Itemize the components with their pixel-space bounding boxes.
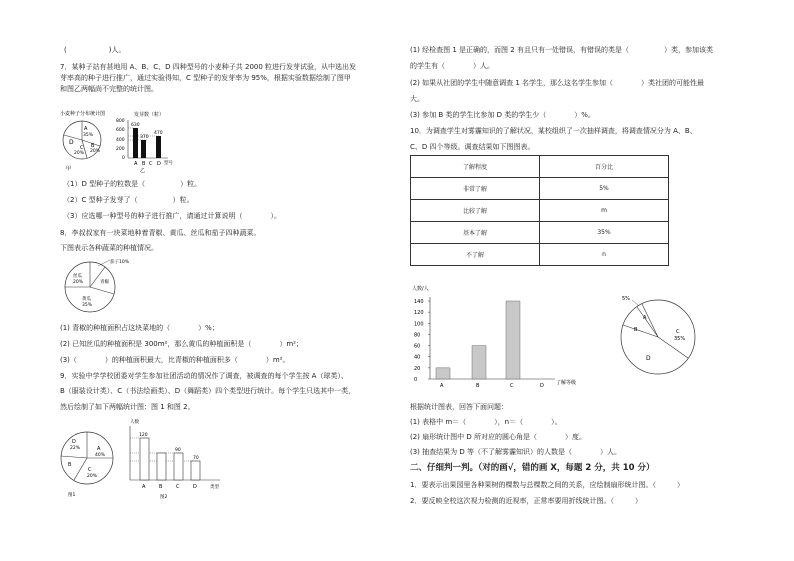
q9-text-2: B（服装设计类）、C（书法绘画类）、D（舞蹈类）四个类型进行统计。每个学生只选其中一类， [60, 387, 356, 395]
q9-bar-c [174, 453, 183, 480]
q10-y-tick-label: 20 [414, 365, 421, 372]
q9-sub-1-line2: 的学生有（ ）人。 [410, 62, 494, 70]
q7-y-tick-600: 600 [116, 128, 125, 133]
q7-bar-d [156, 136, 161, 158]
q7-pie-label-a: A [84, 126, 88, 132]
q8-sub-2: (2) 已知丝瓜的种植面积是 300m²，那么黄瓜的种植面积是（ ）m²； [60, 340, 303, 348]
answer-line: ( )人。 [64, 46, 126, 54]
q10-y-tick-label: 80 [414, 332, 421, 339]
q10-sub-2: (2) 扇形统计图中 D 所对应的圆心角是（ ）度。 [410, 433, 586, 441]
q8-text-2: 下图表示各种蔬菜的种植情况。 [60, 244, 158, 252]
q7-x-label-c: C [149, 161, 153, 167]
q7-bar-title: 发芽数（粒） [134, 112, 165, 118]
q10-text-1: 10．为调查学生对雾霾知识的了解状况，某校组织了一次抽样调查，将调查情况分为 A、B、 [410, 127, 697, 135]
q10-ask: 根据统计图表，回答下面问题： [410, 403, 508, 411]
q10-pie-label-c: C [676, 329, 680, 335]
q10-bars [436, 301, 520, 379]
q9-pie-chart [61, 432, 113, 498]
q10-y-ticks [414, 299, 430, 383]
q9-pie-pct-a: 40% [95, 453, 106, 458]
q9-x-label-a: A [142, 484, 146, 490]
q7-pie-title: 小麦种子分布统计图 [60, 111, 106, 117]
q7-pie-pct-c: 20% [74, 151, 85, 156]
q7-pie-label-b: B [91, 143, 95, 149]
q9-sub-2-line1: (2) 如果从社团的学生中随意调查 1 名学生，那么这名学生参加（ ）类社团的可能性最 [410, 79, 705, 87]
q7-x-axis-title: 型号 [164, 161, 173, 166]
q10-pie-label-b: B [634, 327, 638, 333]
q10-y-tick-label: 100 [414, 321, 424, 328]
q7-y-tick-0: 0 [122, 156, 125, 161]
awareness-table [410, 155, 669, 266]
q10-axes [430, 297, 555, 379]
q7-x-label-d: D [157, 161, 161, 167]
q7-pie-pct-b: 20% [90, 149, 101, 154]
q9-x-label-b: B [159, 484, 163, 490]
q10-y-tick-label: 40 [414, 354, 421, 361]
q9-bar-value-70: 70 [193, 456, 199, 461]
q9-charts [60, 416, 280, 502]
q9-bar-value-120: 120 [139, 433, 148, 438]
q10-y-axis-title: 人数/人 [412, 286, 429, 292]
q9-text-3: 然后绘制了如下两幅统计图：图 1 和图 2。 [60, 403, 195, 411]
q10-y-tick-label: 120 [414, 310, 424, 317]
q9-pie-label-b: B [68, 462, 72, 468]
q7-y-tick-800: 800 [116, 119, 125, 124]
q10-y-tick-label: 60 [414, 343, 421, 350]
q7-text-1: 7．某种子站有甚地用 A、B、C、D 四种型号的小麦种子共 2000 粒进行发芽试验，从中选出发 [60, 63, 357, 71]
table-cell: 基本了解 [411, 222, 540, 244]
q9-text-1: 9．实验中学学校团委对学生参加社团活动的情况作了调查，被调查的每个学生按 A（球类）、 [60, 372, 348, 380]
q7-sub-1: （1）D 型种子的粒数是（ ）粒。 [63, 180, 202, 188]
q7-bar-chart [116, 111, 173, 174]
judge-1: 1．要表示出果园里各种果树的棵数与总棵数之间的关系，应绘制扇形统计图。（ ） [410, 481, 684, 489]
table-row [411, 200, 669, 222]
table-cell: m [540, 200, 669, 222]
q7-pie-label-c: C [80, 145, 84, 151]
q9-sub-1-line1: (1) 经检查图 1 是正确的，而图 2 有且只有一处错误，有错误的类是（ ）类，参加该类 [410, 46, 713, 54]
q9-bar-a [140, 438, 149, 480]
q9-pie-pct-d: 22% [70, 446, 81, 451]
q9-y-axis-title: 人数 [130, 420, 139, 425]
q8-label-eggplant: 茄子10% [110, 260, 130, 265]
q7-charts [60, 108, 220, 178]
q10-x-label-b: B [476, 383, 480, 389]
q10-sub-1: (1) 表格中 m＝（ ），n＝（ ）。 [410, 418, 562, 426]
q10-bar-a [436, 368, 450, 379]
q10-pie-label-a: A [643, 315, 647, 321]
q9-bar-value-90: 90 [175, 448, 181, 453]
q7-pie-label-d: D [69, 139, 74, 146]
table-cell: 非常了解 [411, 178, 540, 200]
q10-x-label-c: C [510, 383, 514, 389]
table-cell: 不了解 [411, 244, 540, 266]
q10-bar-b [472, 346, 486, 379]
q9-pie-caption: 图1 [68, 493, 76, 498]
q9-pie-pct-c: 20% [87, 474, 98, 479]
judge-2: 2．要反映全校这次视力检测的近视率，正常率要用折线统计图。（ ） [410, 497, 642, 505]
q7-bar-b [141, 140, 146, 158]
q9-pie-label-d: D [72, 439, 76, 445]
q10-pie-pct-c: 35% [674, 336, 686, 342]
q9-bar-b [157, 453, 166, 480]
q8-sub-1: (1) 青椒的种植面积占这块菜地的（ ）%； [60, 324, 219, 332]
q10-pie-pct-a: 5% [622, 296, 630, 302]
table-header-row [411, 156, 669, 178]
q7-sub-3: （3）应选哪一种型号的种子进行推广，请通过计算说明（ ）。 [63, 212, 281, 220]
q10-pie-label-d: D [646, 355, 651, 362]
q9-bar-caption: 图2 [160, 495, 168, 500]
q7-sub-2: （2）C 型种子发芽了（ ）粒。 [63, 196, 194, 204]
q10-sub-3: (3) 抽查结果为 D 等（不了解雾霾知识）的人数是（ ）人。 [410, 448, 621, 456]
q9-bar-chart [130, 418, 220, 500]
q9-pie-label-c: C [88, 467, 92, 473]
q10-bar-c [506, 301, 520, 379]
q7-bar-value-370: 370 [140, 135, 149, 140]
table-cell: 35% [540, 222, 669, 244]
table-header-cell: 百分比 [540, 156, 669, 178]
table-header-cell: 了解程度 [411, 156, 540, 178]
q10-text-2: C、D 四个等级。调查结果如下图图表。 [410, 143, 535, 151]
q7-x-label-a: A [134, 161, 138, 167]
q9-x-label-c: C [176, 484, 180, 490]
q8-pie-chart [60, 256, 170, 318]
q7-y-tick-200: 200 [116, 147, 125, 152]
q7-bar-caption: 乙 [140, 168, 146, 174]
q10-bar-chart [410, 283, 590, 393]
q10-x-label-a: A [440, 383, 444, 389]
q7-bar-value-470: 470 [154, 131, 163, 136]
q10-x-label-d: D [540, 383, 544, 389]
table-cell: 5% [540, 178, 669, 200]
table-cell: 比较了解 [411, 200, 540, 222]
section-2-title: 二、仔细判一判。（对的画√，错的画 X，每题 2 分，共 10 分） [410, 463, 655, 473]
q8-sub-3: (3)（ ）的种植面积最大，比青椒的种植面积多（ ）m²。 [60, 356, 290, 364]
q10-pie-chart [610, 290, 710, 380]
q8-pct-cucumber: 35% [82, 303, 93, 308]
q9-sub-2-line2: 大。 [410, 95, 424, 103]
q9-x-axis-title: 类型 [210, 485, 219, 490]
q7-x-label-b: B [142, 161, 146, 167]
table-row [411, 222, 669, 244]
q7-pie-pct-a: 35% [83, 133, 94, 138]
q8-pct-loofah: 20% [73, 280, 84, 285]
q10-y-tick-label: 140 [414, 299, 424, 305]
q10-x-axis-title: 了解等级 [556, 380, 577, 386]
table-row [411, 244, 669, 266]
q9-bar-d [191, 461, 200, 480]
table-cell: n [540, 244, 669, 266]
q7-bar-value-630: 630 [131, 123, 140, 128]
q7-pie-caption: 甲 [66, 166, 72, 172]
q8-label-loofah: 丝瓜 [73, 274, 82, 279]
q8-label-pepper: 青椒 [100, 280, 109, 285]
q7-y-tick-400: 400 [116, 138, 125, 143]
q9-x-label-d: D [193, 484, 197, 490]
q7-text-3: 和图乙两幅尚不完整的统计图。 [60, 85, 158, 93]
q7-bar-a [133, 128, 138, 158]
q9-sub-3: (3) 参加 B 类的学生比参加 D 类的学生少（ ）%。 [410, 111, 595, 119]
q9-pie-label-a: A [97, 446, 101, 452]
q7-text-2: 芽率高的种子进行推广，通过实验得知，C 型种子的发芽率为 95%，根据实验数据绘制了图甲 [60, 74, 351, 82]
q7-pie-chart [63, 121, 101, 172]
q8-text-1: 8．李叔叔家有一块菜地种着青椒、黄瓜、丝瓜和茄子四种蔬菜。 [60, 229, 261, 237]
q8-label-cucumber: 黄瓜 [82, 297, 91, 302]
q10-y-tick-label: 0 [414, 377, 418, 383]
table-row [411, 178, 669, 200]
